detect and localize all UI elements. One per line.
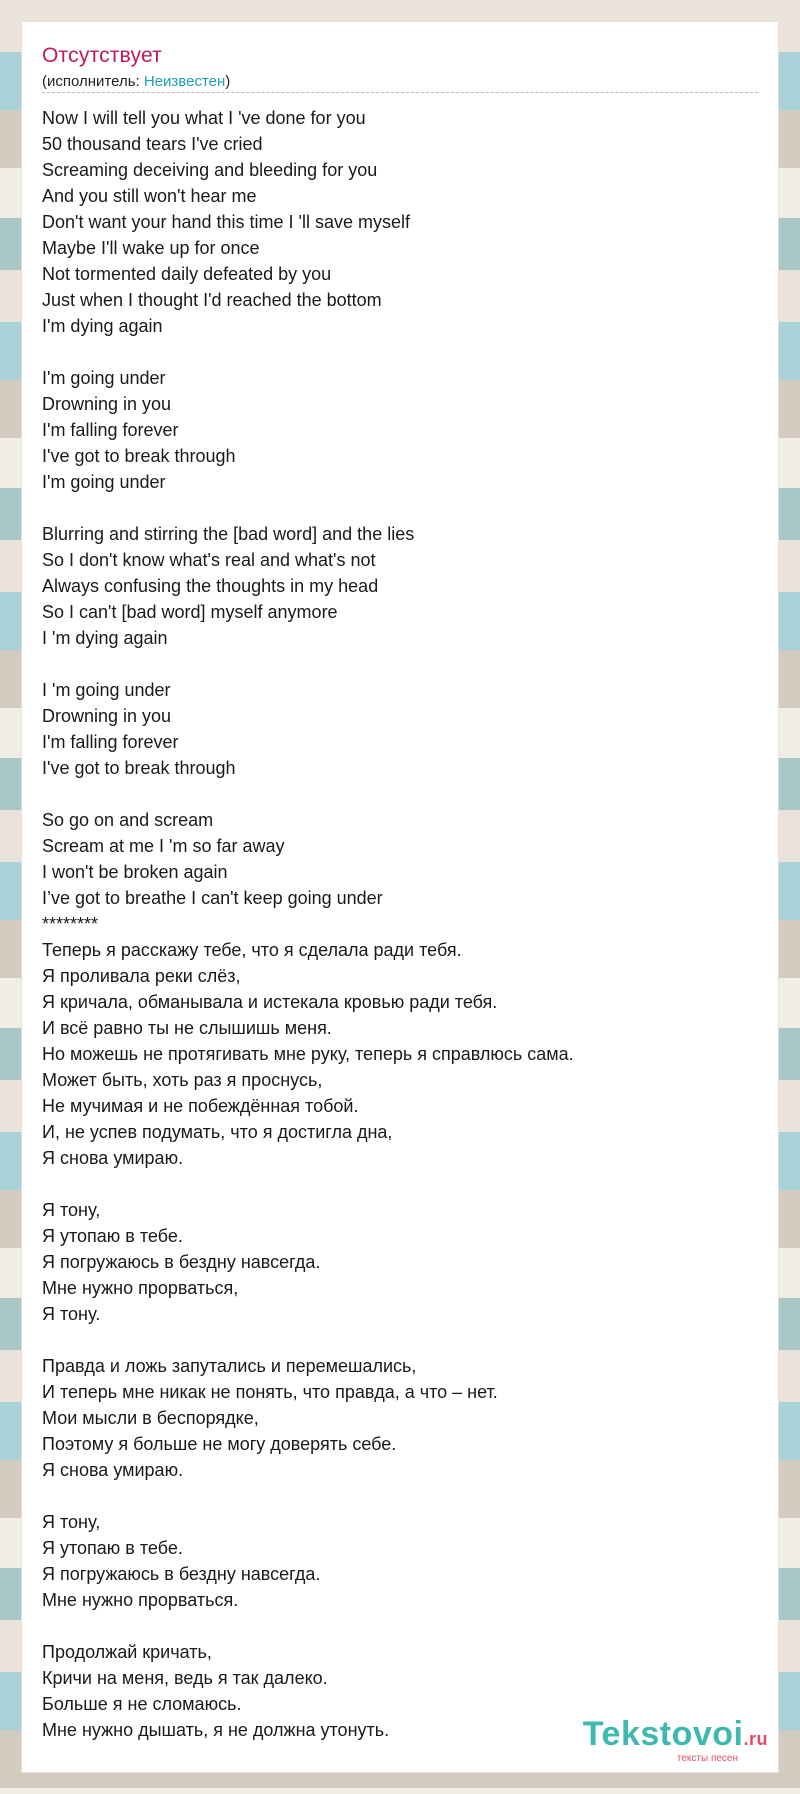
lyric-line: Drowning in you (42, 394, 172, 414)
lyric-line: Я снова умираю. (42, 1460, 184, 1480)
lyric-line: And you still won't hear me (42, 186, 257, 206)
lyric-line: Screaming deceiving and bleeding for you (42, 160, 378, 180)
lyric-line: Scream at me I 'm so far away (42, 836, 285, 856)
lyric-line: Blurring and stirring the [bad word] and the lies (42, 524, 415, 544)
lyric-line: 50 thousand tears I've cried (42, 134, 263, 154)
artist-link[interactable]: Неизвестен (143, 73, 226, 90)
lyric-line: Теперь я расскажу тебе, что я сделала ради тебя. (42, 940, 462, 960)
lyric-line: Мне нужно дышать, я не должна утонуть. (42, 1720, 390, 1740)
lyric-blank-line (42, 1613, 758, 1639)
lyric-line: Может быть, хоть раз я проснусь, (42, 1070, 323, 1090)
artist-prefix: (исполнитель: (42, 73, 144, 90)
lyric-line: Just when I thought I'd reached the bottom (42, 290, 382, 310)
lyric-line: Not tormented daily defeated by you (42, 264, 332, 284)
lyric-line: I won't be broken again (42, 862, 228, 882)
lyric-blank-line (42, 1171, 758, 1197)
lyrics-text (42, 105, 758, 1743)
lyric-line: Now I will tell you what I 've done for you (42, 108, 366, 128)
lyric-line: И всё равно ты не слышишь меня. (42, 1018, 332, 1038)
lyric-line: Я проливала реки слёз, (42, 966, 241, 986)
artist-suffix: ) (225, 73, 231, 90)
lyric-line: Я тону, (42, 1200, 101, 1220)
lyric-line: So I don't know what's real and what's not (42, 550, 376, 570)
lyric-line: I've got to break through (42, 446, 236, 466)
artist-line (42, 73, 230, 90)
lyric-line: I've got to break through (42, 758, 236, 778)
lyric-blank-line (42, 1483, 758, 1509)
lyric-blank-line (42, 339, 758, 365)
lyric-line: Drowning in you (42, 706, 172, 726)
lyric-line: ******** (42, 914, 99, 934)
lyric-line: Maybe I'll wake up for once (42, 238, 260, 258)
lyric-line: Я кричала, обманывала и истекала кровью ради тебя. (42, 992, 498, 1012)
lyric-line: Я тону. (42, 1304, 101, 1324)
lyric-line: Я утопаю в тебе. (42, 1538, 183, 1558)
lyric-line: Продолжай кричать, (42, 1642, 212, 1662)
lyrics-card (22, 22, 778, 1772)
lyric-blank-line (42, 651, 758, 677)
lyric-line: Don't want your hand this time I 'll save myself (42, 212, 411, 232)
lyric-line: И, не успев подумать, что я достигла дна, (42, 1122, 393, 1142)
lyric-line: Не мучимая и не побеждённая тобой. (42, 1096, 359, 1116)
lyric-line: И теперь мне никак не понять, что правда, а что – нет. (42, 1382, 498, 1402)
site-logo[interactable] (583, 1716, 768, 1764)
logo-tagline: тексты песен (676, 1753, 738, 1764)
song-title: Отсутствует (42, 44, 162, 67)
lyric-line: Я снова умираю. (42, 1148, 184, 1168)
lyric-line: Правда и ложь запутались и перемешались, (42, 1356, 417, 1376)
logo-name: Tekstovoi (582, 1715, 744, 1753)
lyric-line: Я утопаю в тебе. (42, 1226, 183, 1246)
lyric-line: Я погружаюсь в бездну навсегда. (42, 1252, 321, 1272)
lyric-line: I'm going under (42, 472, 166, 492)
lyric-line: So go on and scream (42, 810, 214, 830)
lyric-line: Я погружаюсь в бездну навсегда. (42, 1564, 321, 1584)
lyric-blank-line (42, 1327, 758, 1353)
lyric-line: I'm falling forever (42, 420, 179, 440)
lyric-line: So I can't [bad word] myself anymore (42, 602, 338, 622)
lyric-line: Поэтому я больше не могу доверять себе. (42, 1434, 397, 1454)
lyric-line: I 'm going under (42, 680, 171, 700)
title-divider (42, 92, 758, 93)
lyric-line: Я тону, (42, 1512, 101, 1532)
lyric-line: I'm dying again (42, 316, 163, 336)
lyric-line: Кричи на меня, ведь я так далеко. (42, 1668, 328, 1688)
lyric-line: I'm going under (42, 368, 166, 388)
lyric-blank-line (42, 781, 758, 807)
lyric-line: I'm falling forever (42, 732, 179, 752)
logo-tld: .ru (743, 1729, 768, 1749)
lyric-line: Always confusing the thoughts in my head (42, 576, 379, 596)
lyric-line: Мои мысли в беспорядке, (42, 1408, 259, 1428)
lyric-line: I’ve got to breathe I can't keep going under (42, 888, 383, 908)
lyric-line: Больше я не сломаюсь. (42, 1694, 242, 1714)
lyric-line: Но можешь не протягивать мне руку, теперь я справлюсь сама. (42, 1044, 574, 1064)
lyric-line: Мне нужно прорваться, (42, 1278, 239, 1298)
lyric-blank-line (42, 495, 758, 521)
lyric-line: Мне нужно прорваться. (42, 1590, 239, 1610)
lyric-line: I 'm dying again (42, 628, 168, 648)
